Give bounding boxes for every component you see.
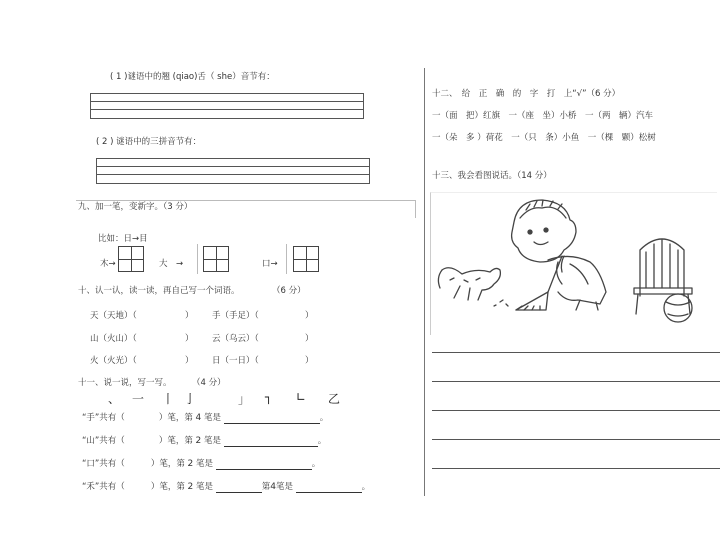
s11-line3 <box>82 459 320 470</box>
tian-grid-box[interactable] <box>293 246 319 272</box>
s11-line1-end: 。 <box>319 413 329 423</box>
s9-item-mouth: 口→ <box>262 259 278 269</box>
s11-line2-d: 笔是 <box>203 436 221 446</box>
s11-line4-d: 笔是 <box>195 482 213 492</box>
s11-line2 <box>82 436 326 447</box>
answer-blank[interactable] <box>224 437 318 447</box>
answer-blank[interactable] <box>216 460 312 470</box>
s10-row1-c: 手（手足）（ <box>212 311 259 321</box>
s11-line4-f: 第 <box>261 482 271 492</box>
writing-line[interactable] <box>432 468 720 469</box>
s10-row3-d: ） <box>305 356 314 366</box>
s10-row2-d: ） <box>305 334 314 344</box>
stroke-vertical: 丨 <box>162 392 175 406</box>
stroke-horizontal-turn: 」 <box>238 392 251 406</box>
s11-line3-num: 2 <box>187 459 194 469</box>
writing-line <box>90 109 364 110</box>
writing-line[interactable] <box>432 381 720 382</box>
s11-line1-a: “手”共有（ <box>82 413 125 423</box>
s11-line4-num: 2 <box>187 482 194 492</box>
s11-title: 十一、说一说，写一写。 <box>78 378 172 388</box>
s10-row3-c: 日（一日）（ <box>212 356 259 366</box>
s11-line4-num2: 4 <box>270 482 276 492</box>
stroke-horizontal: 一 <box>132 392 145 406</box>
s10-row1-d: ） <box>305 311 314 321</box>
s11-line3-b: ）笔，第 <box>150 459 185 469</box>
s10-row3-a: 火（火光）（ <box>90 356 137 366</box>
divider-mark <box>197 244 198 274</box>
s12-row1: 一（面 把）红旗 一（座 坐）小桥 一（两 辆）汽车 <box>432 111 654 121</box>
s13-title: 十三、我会看图说话。（14 分） <box>432 171 552 181</box>
s11-line2-end: 。 <box>317 436 327 446</box>
column-divider <box>424 68 425 496</box>
answer-blank[interactable] <box>216 483 262 493</box>
writing-line <box>96 174 370 175</box>
s10-score: （6 分） <box>272 286 306 296</box>
answer-blank[interactable] <box>296 483 362 493</box>
s10-row1-b: ） <box>185 311 194 321</box>
s9-item-wood: 木→ <box>100 259 116 269</box>
answer-blank[interactable] <box>224 414 320 424</box>
answer-box-1[interactable] <box>90 93 364 119</box>
q2-label: ( 2 ) 谜语中的三拼音节有： <box>96 137 202 147</box>
s11-line1-num: 4 <box>195 413 202 423</box>
s11-line4-a: “禾”共有（ <box>82 482 125 492</box>
answer-box-2[interactable] <box>96 158 370 184</box>
s10-row2-b: ） <box>185 334 194 344</box>
stroke-turn-hook: ┐ <box>265 390 273 404</box>
s11-line1 <box>82 413 328 424</box>
s11-line3-end: 。 <box>311 459 321 469</box>
writing-line[interactable] <box>432 352 720 353</box>
s12-row2: 一（朵 多 ）荷花 一（只 条）小鱼 一（棵 颗）松树 <box>432 133 656 143</box>
tian-grid-box[interactable] <box>118 246 144 272</box>
stroke-vertical-hook: 亅 <box>184 392 197 406</box>
s11-line1-d: 笔是 <box>203 413 221 423</box>
section-rule <box>415 200 416 218</box>
section-rule <box>76 200 416 201</box>
q1-label: ( 1 )谜语中的翘 (qiao)舌（ she）音节有： <box>110 72 275 82</box>
stroke-slant: 乙 <box>328 392 341 406</box>
s9-item-big: 大 → <box>159 259 184 269</box>
s10-row2-c: 云（乌云）（ <box>212 334 259 344</box>
writing-line[interactable] <box>432 410 720 411</box>
s9-example: 比如：日→目 <box>98 234 148 244</box>
s11-line1-b: ）笔，第 <box>158 413 193 423</box>
divider-mark <box>286 244 287 274</box>
stroke-vertical-turn: ∟ <box>296 390 307 404</box>
s11-line3-a: “口”共有（ <box>82 459 125 469</box>
writing-line <box>90 101 364 102</box>
writing-line[interactable] <box>432 439 720 440</box>
s11-line4 <box>82 482 370 493</box>
tian-grid-box[interactable] <box>203 246 229 272</box>
s11-line2-b: ）笔，第 <box>158 436 193 446</box>
s10-row1-a: 天（天地）（ <box>90 311 137 321</box>
s11-line4-h: 笔是 <box>275 482 293 492</box>
s10-row3-b: ） <box>185 356 194 366</box>
s10-title: 十、认一认，读一读，再自己写一个词语。 <box>78 286 240 296</box>
s10-row2-a: 山（火山）（ <box>90 334 137 344</box>
s11-score: （4 分） <box>192 378 226 388</box>
s11-line2-num: 2 <box>195 436 202 446</box>
s9-title: 九、加一笔，变新字。（3 分） <box>78 202 193 212</box>
boy-sweeping-illustration <box>430 192 716 334</box>
s12-title: 十二、 给 正 确 的 字 打 上“√”（6 分） <box>432 89 621 99</box>
s11-line2-a: “山”共有（ <box>82 436 125 446</box>
stroke-dot: 、 <box>108 392 121 406</box>
s11-line3-d: 笔是 <box>195 459 213 469</box>
s11-line4-b: ）笔，第 <box>150 482 185 492</box>
writing-line <box>96 166 370 167</box>
s11-line4-end: 。 <box>361 482 371 492</box>
